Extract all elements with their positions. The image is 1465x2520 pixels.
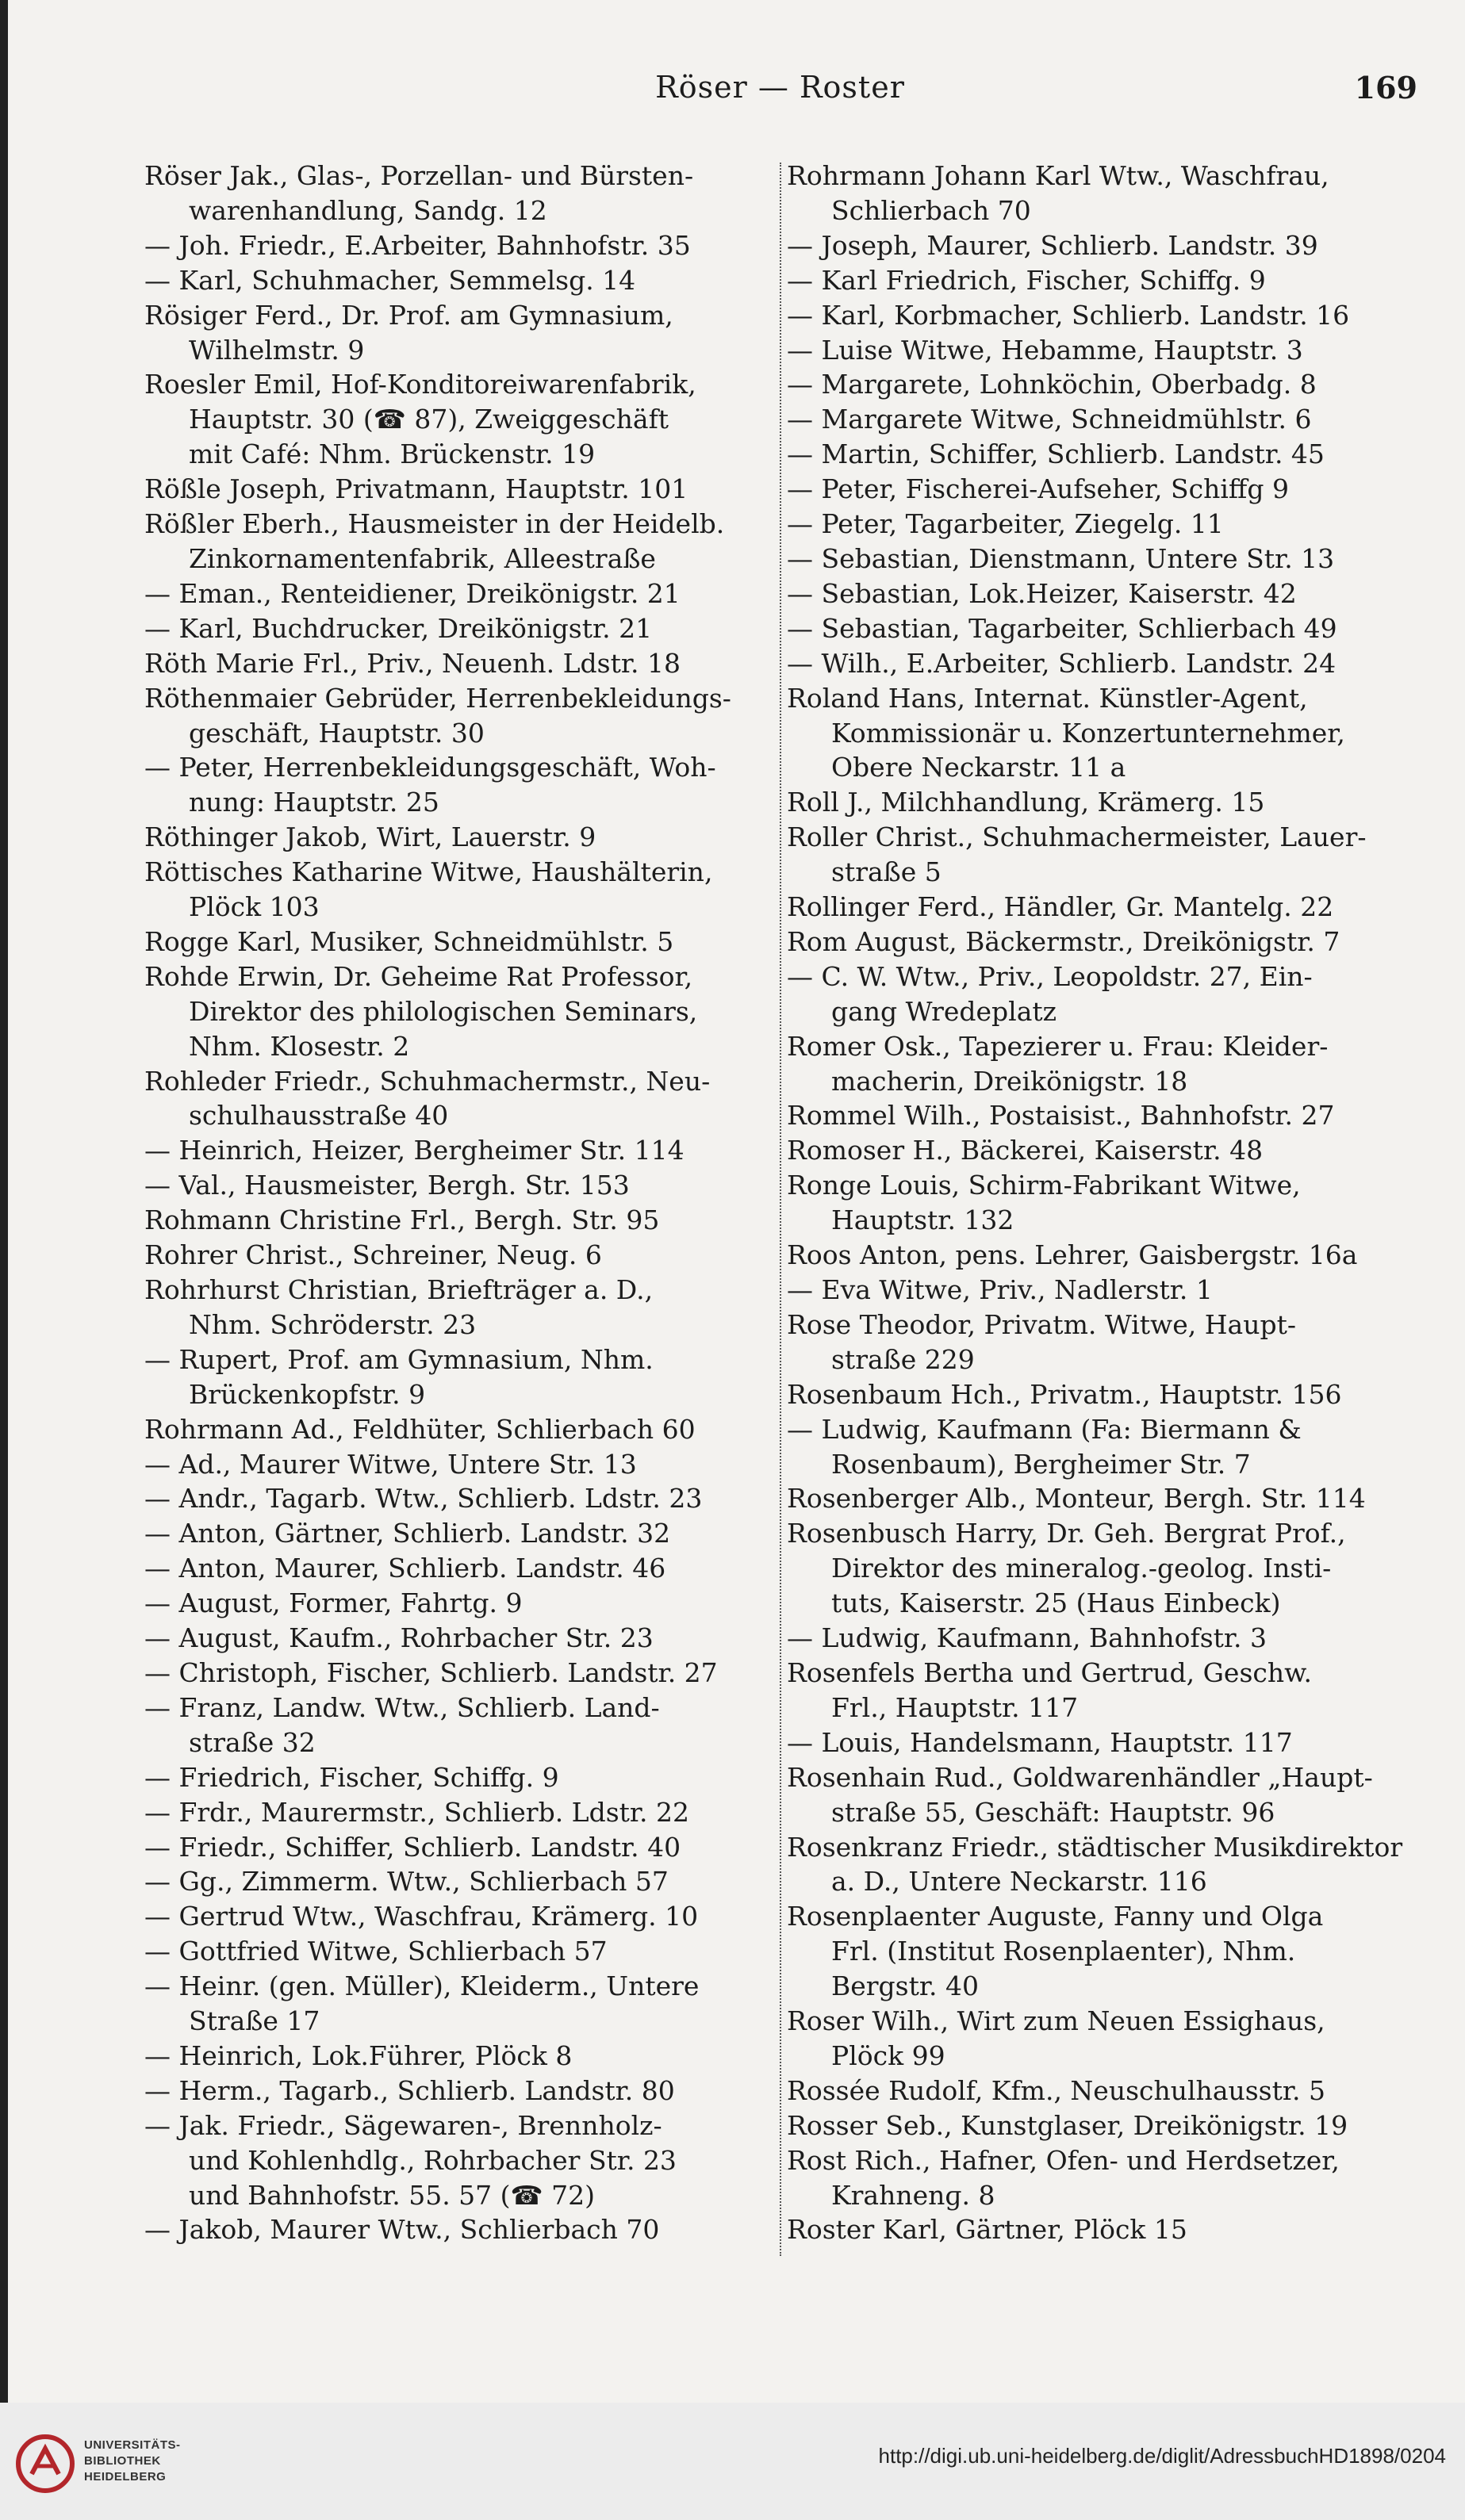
directory-entry-line: — Eva Witwe, Priv., Nadlerstr. 1	[787, 1274, 1213, 1305]
directory-entry-line: — Peter, Herrenbekleidungsgeschäft, Woh-	[144, 752, 716, 783]
directory-entry-line: straße 32	[189, 1726, 316, 1758]
library-name-line: UNIVERSITÄTS-	[84, 2438, 181, 2452]
directory-entry-line: — Peter, Fischerei-Aufseher, Schiffg 9	[787, 473, 1289, 505]
directory-entry-line: Romoser H., Bäckerei, Kaiserstr. 48	[787, 1135, 1264, 1166]
directory-entry-line: Rogge Karl, Musiker, Schneidmühlstr. 5	[144, 925, 674, 957]
directory-entry-line: — Eman., Renteidiener, Dreikönigstr. 21	[144, 577, 681, 609]
directory-entry-line: Rose Theodor, Privatm. Witwe, Haupt-	[787, 1308, 1296, 1340]
directory-entry-line: — Ad., Maurer Witwe, Untere Str. 13	[144, 1448, 637, 1480]
directory-entry-line: straße 55, Geschäft: Hauptstr. 96	[831, 1796, 1275, 1828]
directory-entry-line: — Heinrich, Heizer, Bergheimer Str. 114	[144, 1135, 685, 1166]
directory-entry-line: Roster Karl, Gärtner, Plöck 15	[787, 2214, 1187, 2246]
directory-entry-line: — Ludwig, Kaufmann (Fa: Biermann &	[787, 1413, 1302, 1445]
directory-entry-line: — Ludwig, Kaufmann, Bahnhofstr. 3	[787, 1622, 1267, 1654]
right-column	[787, 159, 1431, 2247]
directory-entry-line: — Peter, Tagarbeiter, Ziegelg. 11	[787, 508, 1224, 540]
column-divider	[780, 163, 781, 2256]
directory-entry-line: Röttisches Katharine Witwe, Haushälterin,	[144, 856, 713, 888]
directory-entry-line: straße 5	[831, 856, 942, 888]
library-seal-icon	[14, 2433, 76, 2495]
directory-entry-line: Rohrmann Ad., Feldhüter, Schlierbach 60	[144, 1413, 696, 1445]
directory-entry-line: — Jakob, Maurer Wtw., Schlierbach 70	[144, 2214, 660, 2246]
directory-entry-line: Rohde Erwin, Dr. Geheime Rat Professor,	[144, 960, 693, 992]
directory-entry-line: Rosenbaum), Bergheimer Str. 7	[831, 1448, 1251, 1480]
directory-entry-line: Roller Christ., Schuhmachermeister, Lauer-	[787, 821, 1367, 853]
directory-entry-line: — Sebastian, Dienstmann, Untere Str. 13	[787, 542, 1335, 574]
directory-entry-line: — August, Former, Fahrtg. 9	[144, 1587, 523, 1619]
directory-entry-line: mit Café: Nhm. Brückenstr. 19	[189, 439, 596, 470]
directory-entry-line: Rohrhurst Christian, Briefträger a. D.,	[144, 1274, 654, 1305]
directory-entry-line: — Andr., Tagarb. Wtw., Schlierb. Ldstr. 23	[144, 1483, 703, 1515]
directory-entry-line: — Christoph, Fischer, Schlierb. Landstr. 27	[144, 1656, 718, 1688]
directory-entry-line: — Martin, Schiffer, Schlierb. Landstr. 45	[787, 439, 1325, 470]
directory-entry-line: — Friedr., Schiffer, Schlierb. Landstr. 40	[144, 1831, 681, 1863]
directory-entry-line: Bergstr. 40	[831, 1970, 979, 2002]
directory-entry-line: und Bahnhofstr. 55. 57 (☎ 72)	[189, 2179, 595, 2211]
directory-entry-line: schulhausstraße 40	[189, 1100, 449, 1132]
directory-entry-line: Kommissionär u. Konzertunternehmer,	[831, 717, 1345, 749]
directory-entry-line: Direktor des philologischen Seminars,	[189, 995, 698, 1027]
directory-entry-line: Direktor des mineralog.-geolog. Insti-	[831, 1553, 1332, 1584]
running-title: Röser — Roster	[655, 70, 905, 105]
directory-entry-line: Rosenplaenter Auguste, Fanny und Olga	[787, 1901, 1324, 1932]
directory-entry-line: — Anton, Gärtner, Schlierb. Landstr. 32	[144, 1518, 671, 1549]
directory-entry-line: — Joh. Friedr., E.Arbeiter, Bahnhofstr. 35	[144, 229, 691, 261]
page-header	[143, 70, 1417, 117]
directory-entry-line: — Franz, Landw. Wtw., Schlierb. Land-	[144, 1691, 660, 1723]
directory-entry-line: Hauptstr. 132	[831, 1204, 1014, 1236]
directory-entry-line: Rollinger Ferd., Händler, Gr. Mantelg. 22	[787, 891, 1334, 923]
directory-entry-line: — Sebastian, Tagarbeiter, Schlierbach 49	[787, 612, 1337, 644]
directory-entry-line: Plöck 99	[831, 2039, 945, 2071]
directory-entry-line: Röser Jak., Glas-, Porzellan- und Bürsten-	[144, 160, 694, 191]
directory-entry-line: — Sebastian, Lok.Heizer, Kaiserstr. 42	[787, 577, 1297, 609]
viewer-footer	[0, 2403, 1465, 2520]
directory-entry-line: Roser Wilh., Wirt zum Neuen Essighaus,	[787, 2005, 1325, 2037]
directory-entry-line: — Luise Witwe, Hebamme, Hauptstr. 3	[787, 334, 1303, 366]
directory-entry-line: — Rupert, Prof. am Gymnasium, Nhm.	[144, 1343, 654, 1375]
directory-entry-line: Rosenfels Bertha und Gertrud, Geschw.	[787, 1656, 1312, 1688]
directory-entry-line: — Margarete, Lohnköchin, Oberbadg. 8	[787, 369, 1317, 400]
directory-entry-line: Roll J., Milchhandlung, Krämerg. 15	[787, 787, 1265, 818]
source-url[interactable]: http://digi.ub.uni-heidelberg.de/diglit/AdressbuchHD1898/0204	[878, 2444, 1446, 2468]
directory-entry-line: Romer Osk., Tapezierer u. Frau: Kleider-	[787, 1030, 1329, 1062]
directory-entry-line: Krahnenɡ. 8	[831, 2179, 995, 2211]
directory-entry-line: Röthinger Jakob, Wirt, Lauerstr. 9	[144, 821, 596, 853]
directory-entry-line: Obere Neckarstr. 11 a	[831, 752, 1126, 783]
directory-entry-line: Rohleder Friedr., Schuhmachermstr., Neu-	[144, 1065, 711, 1097]
directory-entry-line: Rosenbaum Hch., Privatm., Hauptstr. 156	[787, 1378, 1342, 1410]
directory-entry-line: — Louis, Handelsmann, Hauptstr. 117	[787, 1726, 1293, 1758]
directory-entry-line: Rost Rich., Hafner, Ofen- und Herdsetzer,	[787, 2144, 1340, 2176]
directory-entry-line: Rosenkranz Friedr., städtischer Musikdirektor	[787, 1831, 1403, 1863]
directory-entry-line: Rösiger Ferd., Dr. Prof. am Gymnasium,	[144, 299, 673, 331]
directory-entry-line: — Jak. Friedr., Sägewaren-, Brennholz-	[144, 2109, 662, 2141]
directory-entry-line: Roesler Emil, Hof-Konditoreiwarenfabrik,	[144, 369, 696, 400]
directory-entry-line: — Val., Hausmeister, Bergh. Str. 153	[144, 1170, 630, 1201]
directory-entry-line: macherin, Dreikönigstr. 18	[831, 1065, 1188, 1097]
directory-entry-line: Rohrmann Johann Karl Wtw., Waschfrau,	[787, 160, 1329, 191]
directory-entry-line: Brückenkopfstr. 9	[189, 1378, 426, 1410]
directory-entry-line: — Herm., Tagarb., Schlierb. Landstr. 80	[144, 2074, 675, 2106]
library-logo	[14, 2433, 189, 2496]
directory-entry-line: Roos Anton, pens. Lehrer, Gaisbergstr. 16a	[787, 1239, 1358, 1271]
directory-entry-line: und Kohlenhdlg., Rohrbacher Str. 23	[189, 2144, 677, 2176]
directory-entry-line: nung: Hauptstr. 25	[189, 787, 439, 818]
directory-entry-line: — Gertrud Wtw., Waschfrau, Krämerg. 10	[144, 1901, 699, 1932]
directory-entry-line: Rom August, Bäckermstr., Dreikönigstr. 7	[787, 925, 1340, 957]
directory-entry-line: Ronge Louis, Schirm-Fabrikant Witwe,	[787, 1170, 1301, 1201]
directory-entry-line: — Heinrich, Lok.Führer, Plöck 8	[144, 2039, 573, 2071]
directory-entry-line: — August, Kaufm., Rohrbacher Str. 23	[144, 1622, 654, 1654]
directory-entry-line: Nhm. Klosestr. 2	[189, 1030, 410, 1062]
directory-entry-line: tuts, Kaiserstr. 25 (Haus Einbeck)	[831, 1587, 1281, 1619]
directory-entry-line: straße 229	[831, 1343, 975, 1375]
directory-entry-line: — Joseph, Maurer, Schlierb. Landstr. 39	[787, 229, 1318, 261]
directory-entry-line: Wilhelmstr. 9	[189, 334, 365, 366]
directory-entry-line: Rößler Eberh., Hausmeister in der Heidelb.	[144, 508, 725, 540]
page-number: 169	[1354, 70, 1417, 105]
directory-entry-line: Rohrer Christ., Schreiner, Neug. 6	[144, 1239, 602, 1271]
directory-entry-line: Frl., Hauptstr. 117	[831, 1691, 1079, 1723]
left-column	[144, 159, 779, 2247]
directory-entry-line: Rosenhain Rud., Goldwarenhändler „Haupt-	[787, 1761, 1373, 1793]
directory-entry-line: geschäft, Hauptstr. 30	[189, 717, 485, 749]
directory-entry-line: — Friedrich, Fischer, Schiffg. 9	[144, 1761, 559, 1793]
directory-entry-line: warenhandlung, Sandg. 12	[189, 194, 547, 226]
directory-entry-line: Rosenbusch Harry, Dr. Geh. Bergrat Prof.,	[787, 1518, 1346, 1549]
library-name	[84, 2438, 181, 2485]
directory-entry-line: Rößle Joseph, Privatmann, Hauptstr. 101	[144, 473, 688, 505]
directory-entry-line: — Gottfried Witwe, Schlierbach 57	[144, 1936, 608, 1967]
directory-entry-line: Schlierbach 70	[831, 194, 1031, 226]
directory-entry-line: Roland Hans, Internat. Künstler-Agent,	[787, 682, 1308, 714]
directory-entry-line: Rossée Rudolf, Kfm., Neuschulhausstr. 5	[787, 2074, 1325, 2106]
directory-entry-line: Hauptstr. 30 (☎ 87), Zweiggeschäft	[189, 404, 669, 435]
directory-entry-line: — Karl Friedrich, Fischer, Schiffg. 9	[787, 264, 1266, 296]
directory-entry-line: Plöck 103	[189, 891, 320, 923]
directory-entry-line: Rommel Wilh., Postaisist., Bahnhofstr. 27	[787, 1100, 1335, 1132]
directory-entry-line: Röthenmaier Gebrüder, Herrenbekleidungs-	[144, 682, 731, 714]
directory-entry-line: — Wilh., E.Arbeiter, Schlierb. Landstr. 24	[787, 647, 1337, 679]
directory-entry-line: Zinkornamentenfabrik, Alleestraße	[189, 542, 656, 574]
directory-entry-line: Frl. (Institut Rosenplaenter), Nhm.	[831, 1936, 1296, 1967]
directory-entry-line: — Karl, Schuhmacher, Semmelsg. 14	[144, 264, 636, 296]
library-name-line: BIBLIOTHEK	[84, 2454, 161, 2468]
directory-entry-line: — Frdr., Maurermstr., Schlierb. Ldstr. 22	[144, 1796, 690, 1828]
directory-entry-line: Rohmann Christine Frl., Bergh. Str. 95	[144, 1204, 660, 1236]
library-name-line: HEIDELBERG	[84, 2470, 167, 2484]
directory-entry-line: — Heinr. (gen. Müller), Kleiderm., Untere	[144, 1970, 700, 2002]
directory-entry-line: gang Wredeplatz	[831, 995, 1057, 1027]
directory-entry-line: Rosser Seb., Kunstglaser, Dreikönigstr. 19	[787, 2109, 1348, 2141]
directory-entry-line: — Gg., Zimmerm. Wtw., Schlierbach 57	[144, 1866, 669, 1898]
directory-entry-line: Rosenberger Alb., Monteur, Bergh. Str. 114	[787, 1483, 1366, 1515]
directory-entry-line: Röth Marie Frl., Priv., Neuenh. Ldstr. 18	[144, 647, 681, 679]
directory-entry-line: — Margarete Witwe, Schneidmühlstr. 6	[787, 404, 1312, 435]
directory-entry-line: — Karl, Korbmacher, Schlierb. Landstr. 16	[787, 299, 1350, 331]
directory-entry-line: — Karl, Buchdrucker, Dreikönigstr. 21	[144, 612, 653, 644]
directory-entry-line: Nhm. Schröderstr. 23	[189, 1308, 477, 1340]
directory-entry-line: Straße 17	[189, 2005, 320, 2037]
directory-entry-line: — C. W. Wtw., Priv., Leopoldstr. 27, Ein-	[787, 960, 1313, 992]
directory-entry-line: — Anton, Maurer, Schlierb. Landstr. 46	[144, 1553, 666, 1584]
directory-entry-line: a. D., Untere Neckarstr. 116	[831, 1866, 1207, 1898]
